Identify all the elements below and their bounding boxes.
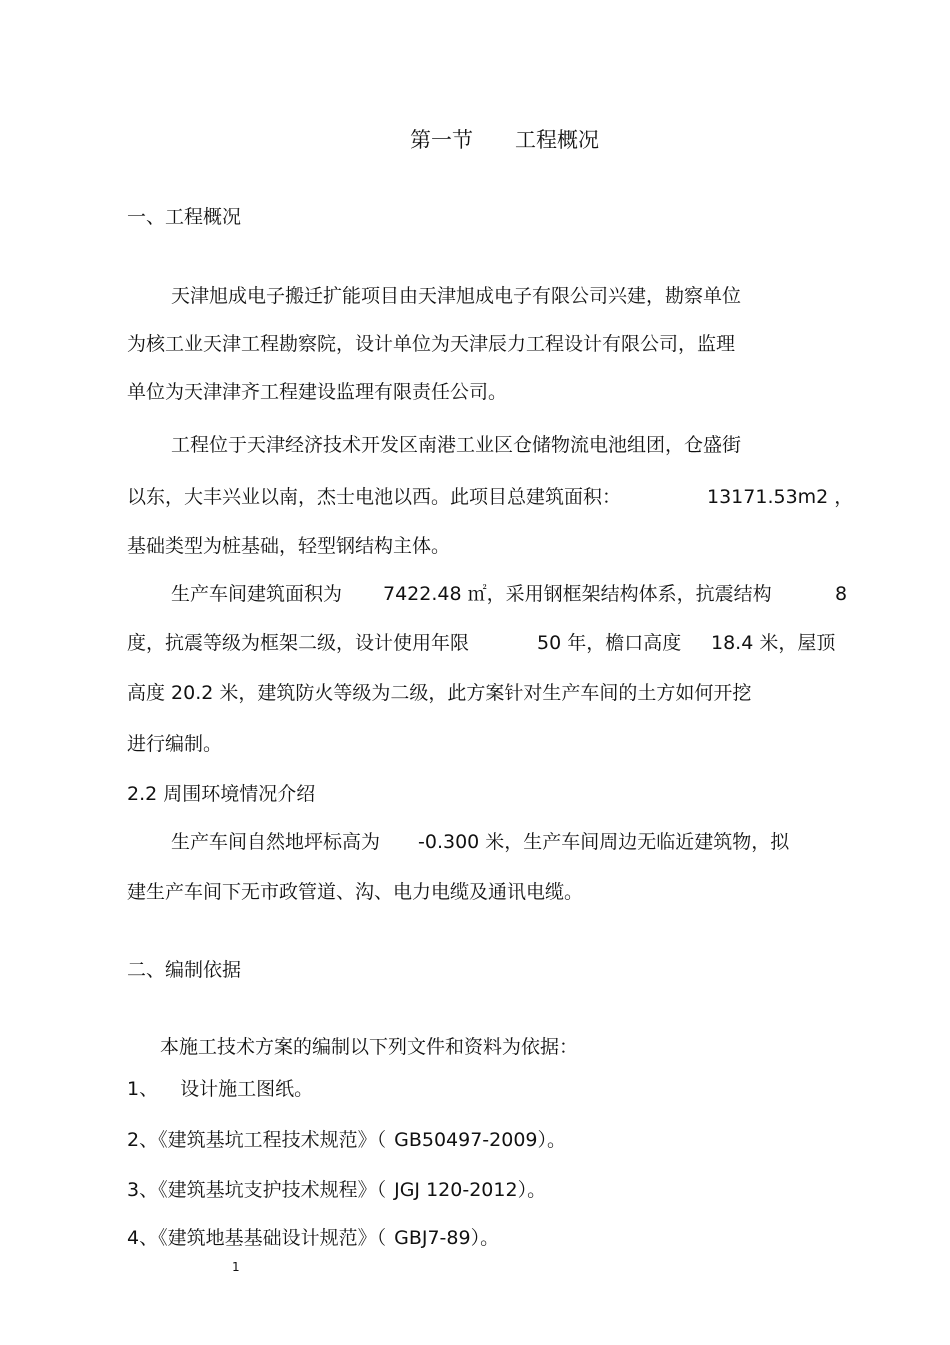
paragraph-line: 单位为天津津齐工程建设监理有限责任公司。 — [127, 381, 508, 403]
list-text: 设计施工图纸。 — [180, 1078, 314, 1100]
basis-intro: 本施工技术方案的编制以下列文件和资料为依据： — [160, 1036, 579, 1058]
paragraph-line: 18.4 米，屋顶 — [711, 632, 836, 654]
list-item — [127, 1178, 546, 1202]
list-number: 4、 — [127, 1227, 159, 1249]
list-text: 《建筑基坑工程技术规范》（ — [158, 1129, 387, 1151]
list-text: 《建筑基坑支护技术规程》（ — [158, 1179, 387, 1201]
paragraph-line: 生产车间自然地坪标高为 — [171, 831, 381, 853]
list-item — [127, 1128, 566, 1152]
ground-elevation-value: -0.300 米，生产车间周边无临近建筑物，拟 — [418, 831, 790, 853]
list-end: ）。 — [537, 1129, 567, 1151]
list-item — [127, 1077, 313, 1101]
paragraph-line: 建生产车间下无市政管道、沟、电力电缆及通讯电缆。 — [127, 881, 584, 903]
list-item — [127, 1226, 499, 1250]
list-number: 2、 — [127, 1129, 159, 1151]
paragraph-line: 50 年，檐口高度 — [537, 632, 682, 654]
paragraph-line: 以东，大丰兴业以南，杰士电池以西。此项目总建筑面积： — [127, 486, 622, 508]
heading-surroundings: 2.2 周围环境情况介绍 — [127, 783, 316, 805]
heading-basis: 二、编制依据 — [127, 959, 242, 981]
paragraph-line: 高度 20.2 米，建筑防火等级为二级，此方案针对生产车间的土方如何开挖 — [127, 682, 752, 704]
paragraph-line: 进行编制。 — [127, 733, 223, 755]
list-text: 《建筑地基基础设计规范》（ — [158, 1227, 387, 1249]
paragraph-line: 7422.48 ㎡，采用钢框架结构体系，抗震结构 — [383, 583, 772, 605]
seismic-degree-value: 8 — [835, 583, 848, 605]
paragraph-line: 天津旭成电子搬迁扩能项目由天津旭成电子有限公司兴建，勘察单位 — [171, 285, 742, 307]
list-number: 3、 — [127, 1179, 159, 1201]
standard-code: GBJ7-89 — [394, 1227, 471, 1249]
standard-code: JGJ 120-2012 — [394, 1179, 518, 1201]
page-number: 1 — [232, 1260, 240, 1274]
section-title: 第一节 工程概况 — [410, 128, 599, 152]
list-number: 1、 — [127, 1078, 159, 1100]
paragraph-line: 工程位于天津经济技术开发区南港工业区仓储物流电池组团，仓盛街 — [171, 434, 742, 456]
total-area-value: 13171.53m2 ， — [707, 486, 854, 508]
list-end: ）。 — [517, 1179, 547, 1201]
list-end: ）。 — [470, 1227, 500, 1249]
paragraph-line: 基础类型为桩基础，轻型钢结构主体。 — [127, 535, 451, 557]
paragraph-line: 为核工业天津工程勘察院，设计单位为天津辰力工程设计有限公司，监理 — [127, 333, 736, 355]
paragraph-line: 度，抗震等级为框架二级，设计使用年限 — [127, 632, 470, 654]
paragraph-line: 生产车间建筑面积为 — [171, 583, 343, 605]
heading-project-overview: 一、工程概况 — [127, 206, 242, 228]
standard-code: GB50497-2009 — [394, 1129, 538, 1151]
